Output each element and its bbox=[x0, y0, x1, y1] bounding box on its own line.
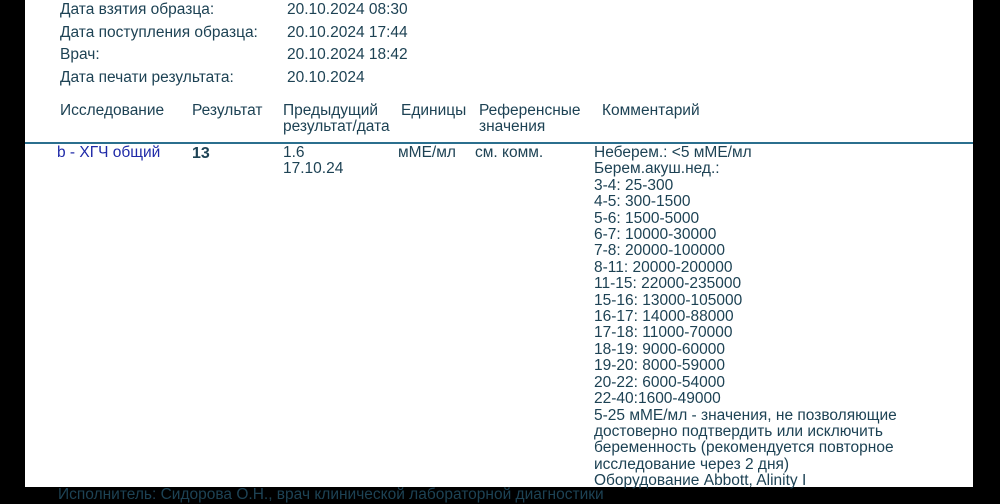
comment-line: 5-6: 1500-5000 bbox=[594, 209, 700, 227]
comment-line: 5-25 мМЕ/мл - значения, не позволяющие bbox=[594, 406, 897, 424]
header-previous-line1: Предыдущий bbox=[283, 102, 379, 119]
comment-line: 20-22: 6000-54000 bbox=[594, 373, 726, 391]
comment-line: исследование через 2 дня) bbox=[594, 455, 790, 473]
previous-date: 17.10.24 bbox=[283, 160, 344, 178]
meta-label: Врач: bbox=[60, 46, 100, 63]
comment-line: 19-20: 8000-59000 bbox=[594, 357, 726, 375]
comment-line: беременность (рекомендуется повторное bbox=[594, 439, 894, 457]
units-value: мМЕ/мл bbox=[398, 144, 456, 161]
comment-line: Берем.акуш.нед.: bbox=[594, 160, 720, 178]
meta-received-date bbox=[60, 24, 408, 42]
header-previous bbox=[283, 103, 390, 135]
meta-value: 20.10.2024 17:44 bbox=[287, 24, 408, 41]
meta-value: 20.10.2024 18:42 bbox=[287, 46, 408, 63]
header-units: Единицы bbox=[401, 102, 467, 119]
header-previous-line2: результат/дата bbox=[283, 118, 390, 135]
meta-value: 20.10.2024 08:30 bbox=[287, 1, 408, 18]
header-reference-line2: значения bbox=[479, 118, 546, 135]
comment-line: 11-15: 22000-235000 bbox=[594, 275, 742, 293]
meta-doctor bbox=[60, 46, 408, 64]
header-reference-line1: Референсные bbox=[479, 102, 581, 119]
header-test: Исследование bbox=[60, 102, 165, 119]
comment-line: 3-4: 25-300 bbox=[594, 176, 674, 194]
reference-value: см. комм. bbox=[475, 144, 544, 161]
meta-value: 20.10.2024 bbox=[287, 69, 365, 86]
comment-line: 6-7: 10000-30000 bbox=[594, 226, 717, 244]
comment-line: Оборудование Abbott, Alinity I bbox=[594, 472, 807, 490]
comment-line: 22-40:1600-49000 bbox=[594, 390, 721, 408]
meta-label: Дата взятия образца: bbox=[60, 1, 215, 18]
comment-line: 7-8: 20000-100000 bbox=[594, 242, 726, 260]
meta-print-date bbox=[60, 69, 365, 87]
comment-line: 17-18: 11000-70000 bbox=[594, 324, 733, 342]
header-result: Результат bbox=[192, 102, 263, 119]
result-value: 13 bbox=[192, 145, 210, 162]
comment-block bbox=[594, 145, 897, 490]
comment-line: достоверно подтвердить или исключить bbox=[594, 422, 883, 440]
meta-sample-date bbox=[60, 1, 408, 19]
meta-label: Дата печати результата: bbox=[60, 69, 234, 86]
previous-value: 1.6 bbox=[283, 144, 305, 161]
test-name: b - ХГЧ общий bbox=[57, 144, 161, 161]
comment-line: 18-19: 9000-60000 bbox=[594, 340, 726, 358]
comment-line: Неберем.: <5 мМЕ/мл bbox=[594, 144, 752, 161]
comment-line: 16-17: 14000-88000 bbox=[594, 308, 734, 326]
executor-line-partial: Исполнитель: Сидорова О.Н., врач клинической лабораторной диагностики bbox=[58, 486, 604, 503]
header-reference bbox=[479, 103, 581, 135]
header-comment: Комментарий bbox=[602, 102, 700, 119]
comment-line: 4-5: 300-1500 bbox=[594, 193, 691, 211]
previous-result bbox=[283, 145, 343, 178]
comment-line: 15-16: 13000-105000 bbox=[594, 291, 743, 309]
meta-label: Дата поступления образца: bbox=[60, 24, 258, 41]
comment-line: 8-11: 20000-200000 bbox=[594, 258, 733, 276]
lab-report-sheet bbox=[25, 0, 973, 503]
